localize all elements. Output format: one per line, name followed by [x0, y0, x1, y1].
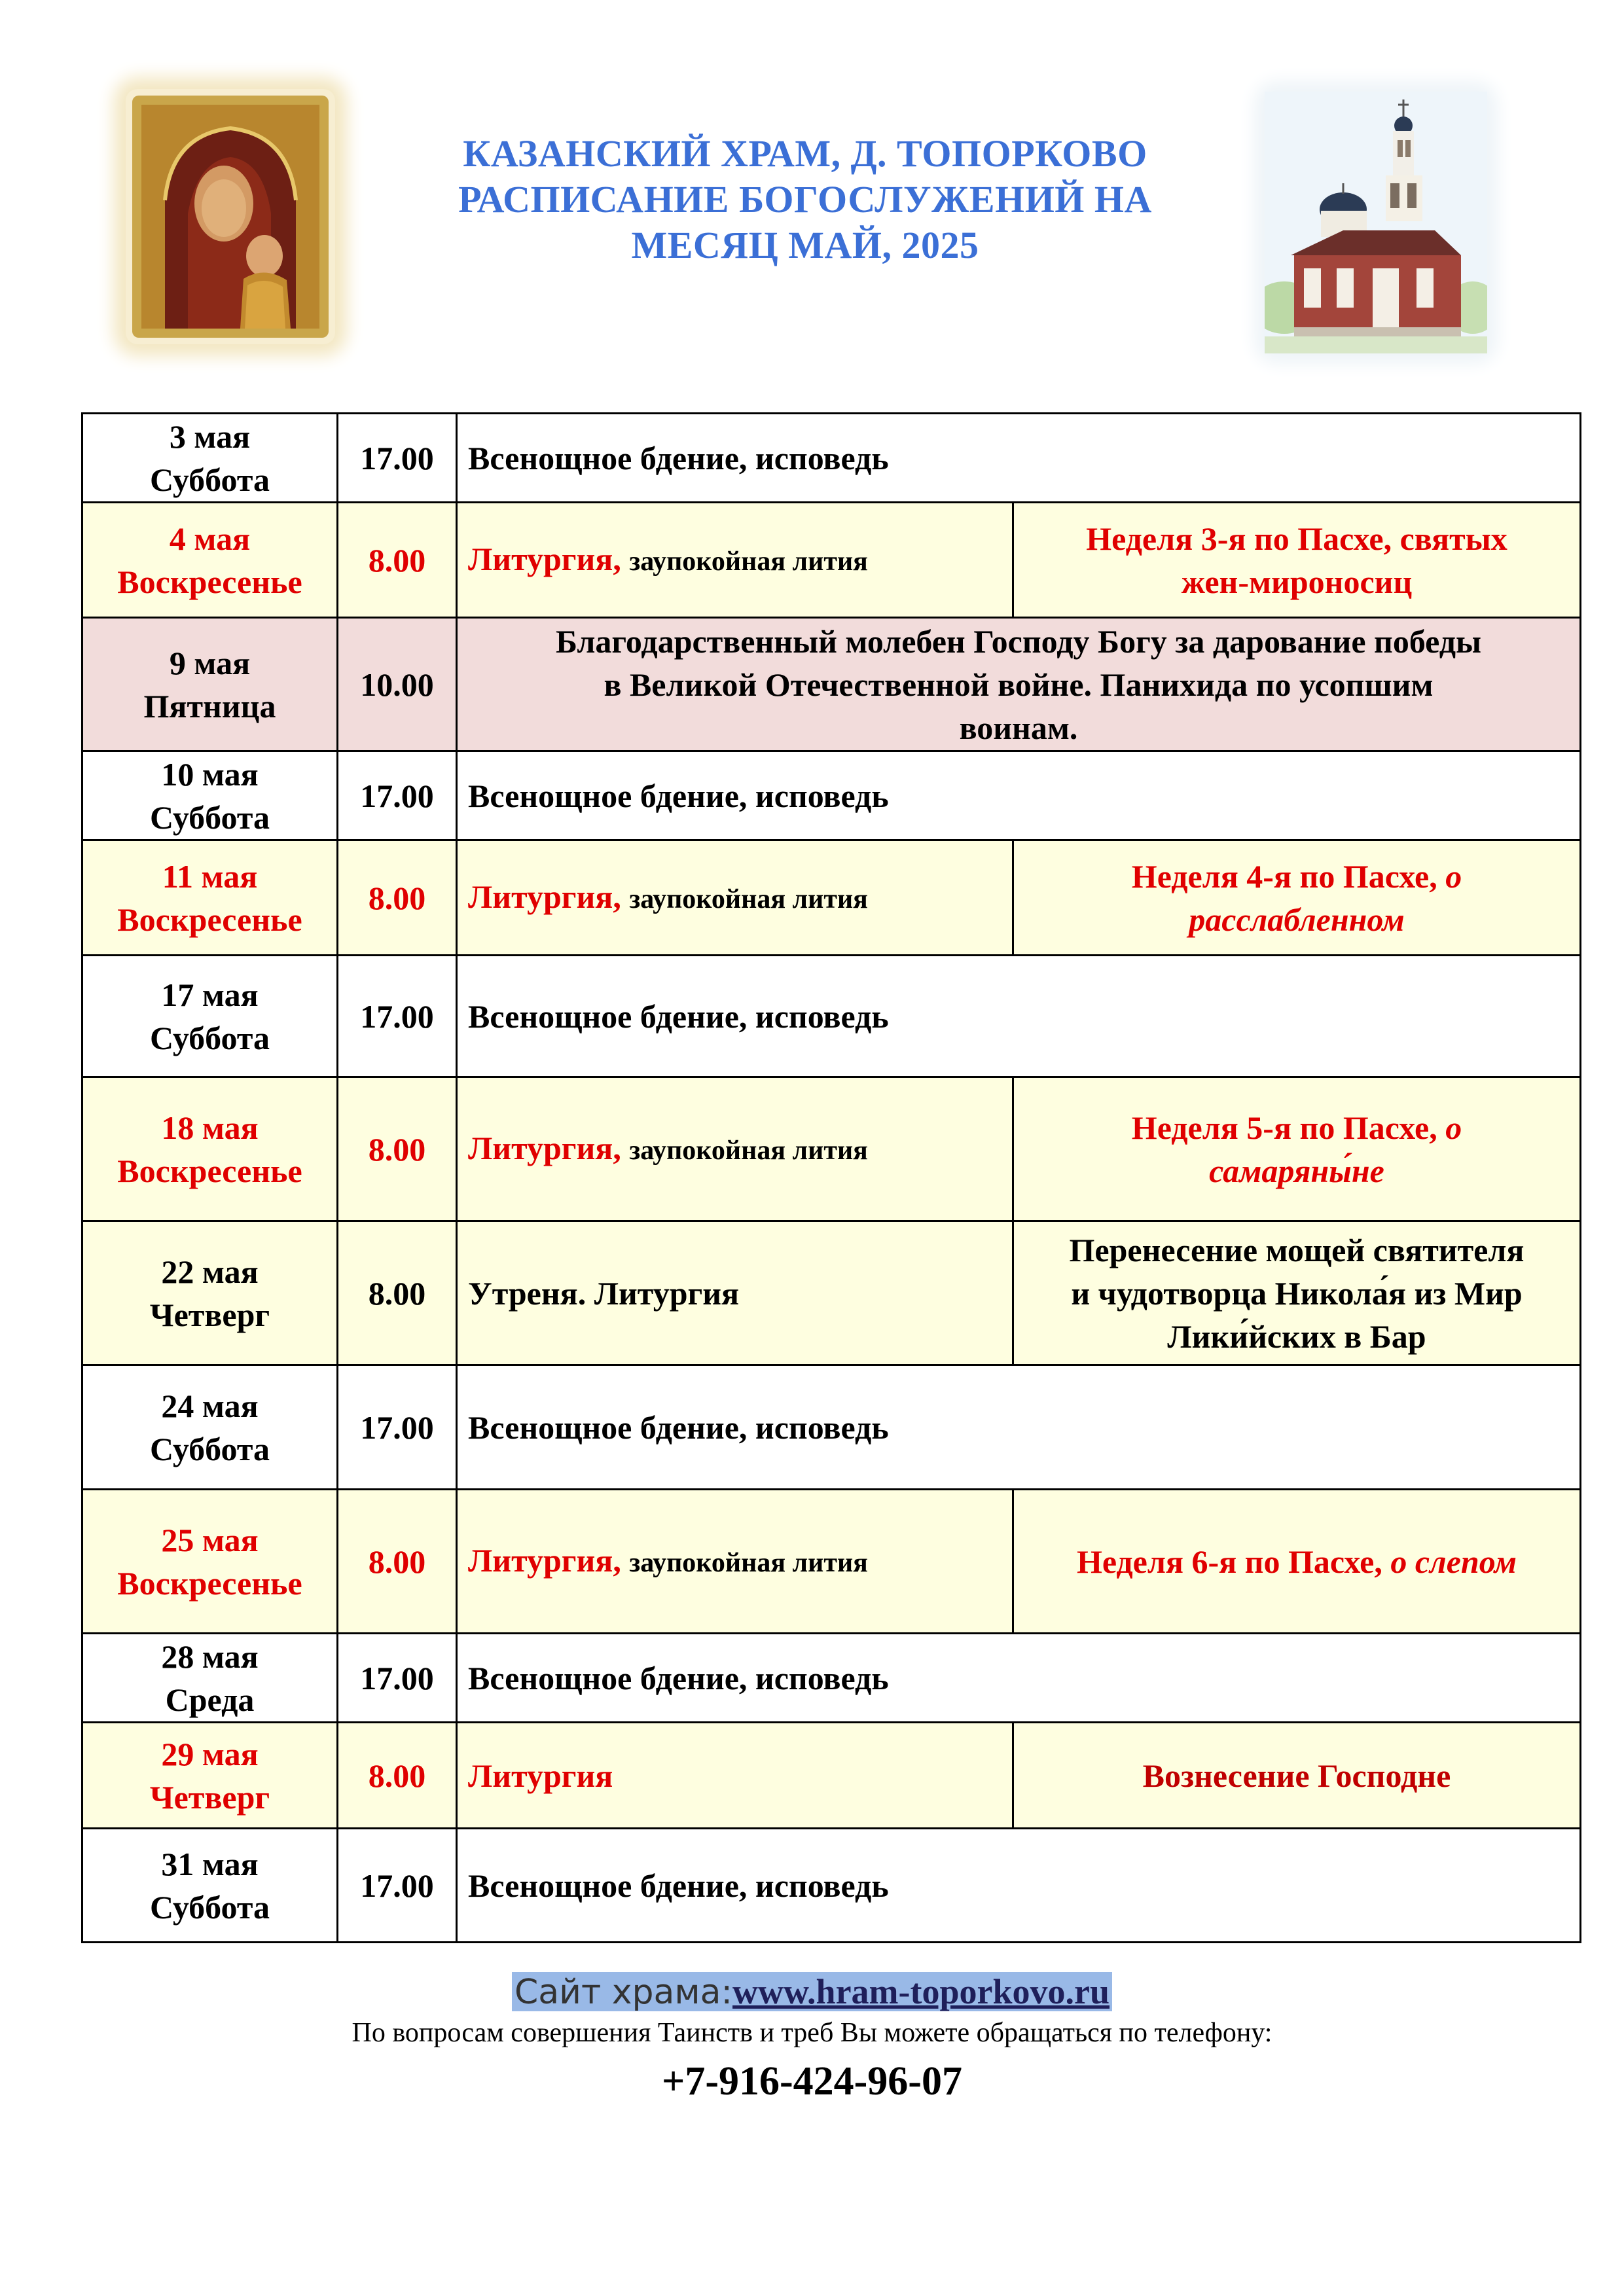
date: 9 мая [169, 644, 251, 681]
table-row [82, 1634, 1581, 1723]
time-cell: 17.00 [338, 751, 457, 840]
feast-italic: о [1445, 857, 1462, 895]
service-main: Литургия, [468, 878, 621, 915]
feast-line [1024, 855, 1569, 898]
date: 31 мая [161, 1845, 259, 1882]
time-cell: 17.00 [338, 414, 457, 503]
feast-cell [1013, 503, 1581, 618]
time-cell: 8.00 [338, 1077, 457, 1221]
page-title [367, 131, 1244, 268]
feast-cell [1013, 1077, 1581, 1221]
service-cell: Всенощное бдение, исповедь [457, 1634, 1581, 1723]
date-cell [82, 1221, 338, 1365]
contact-note: По вопросам совершения Таинств и треб Вы можете обращаться по телефону: [352, 2018, 1272, 2048]
table-row [82, 751, 1581, 840]
time-cell: 17.00 [338, 1365, 457, 1490]
time-cell: 17.00 [338, 1634, 457, 1723]
weekday: Суббота [149, 798, 270, 836]
feast-line: расслабленном [1189, 901, 1405, 938]
site-line [0, 1969, 1624, 2015]
feast-cell [1013, 840, 1581, 956]
table-row [82, 956, 1581, 1077]
weekday: Суббота [149, 1430, 270, 1467]
site-label: Сайт храма: [514, 1973, 733, 2012]
weekday: Воскресенье [117, 563, 302, 600]
weekday: Воскресенье [117, 1564, 302, 1602]
time-cell: 17.00 [338, 1829, 457, 1943]
feast-line: Неделя 3-я по Пасхе, святых [1086, 520, 1507, 557]
church-image [1265, 92, 1487, 353]
service-cell: Всенощное бдение, исповедь [457, 956, 1581, 1077]
kazan-icon-graphic [126, 89, 335, 344]
table-row [82, 1221, 1581, 1365]
date: 22 мая [161, 1253, 259, 1290]
weekday: Четверг [149, 1296, 270, 1333]
time-cell: 8.00 [338, 1723, 457, 1829]
feast-cell [1013, 1221, 1581, 1365]
time-cell: 8.00 [338, 1221, 457, 1365]
date-cell [82, 1365, 338, 1490]
service-main: Литургия, [468, 1541, 621, 1579]
date-cell [82, 1077, 338, 1221]
feast-line: и чудотворца Никола́я из Мир [1071, 1274, 1523, 1312]
weekday: Среда [165, 1681, 255, 1718]
time-cell: 8.00 [338, 840, 457, 956]
feast-prefix: Неделя 4-я по Пасхе, [1131, 857, 1437, 895]
date: 3 мая [169, 418, 251, 455]
date-cell [82, 840, 338, 956]
service-cell: Всенощное бдение, исповедь [457, 1365, 1581, 1490]
service-main: Литургия, [468, 1129, 621, 1166]
time-cell: 17.00 [338, 956, 457, 1077]
table-row [82, 1723, 1581, 1829]
date-cell [82, 1723, 338, 1829]
title-line: МЕСЯЦ МАЙ, 2025 [631, 224, 979, 266]
kazan-icon-image [126, 89, 335, 344]
title-line: КАЗАНСКИЙ ХРАМ, Д. ТОПОРКОВО [463, 132, 1147, 175]
weekday: Четверг [149, 1778, 270, 1816]
table-row [82, 1365, 1581, 1490]
site-highlight [512, 1972, 1112, 2011]
feast-prefix: Неделя 5-я по Пасхе, [1131, 1109, 1437, 1146]
time-cell: 8.00 [338, 1490, 457, 1634]
table-row [82, 1829, 1581, 1943]
table-row [82, 1490, 1581, 1634]
site-link[interactable]: www.hram-toporkovo.ru [732, 1972, 1110, 2011]
date-cell [82, 1829, 338, 1943]
weekday: Суббота [149, 1019, 270, 1056]
title-line: РАСПИСАНИЕ БОГОСЛУЖЕНИЙ НА [458, 178, 1152, 221]
service-main: Литургия, [468, 540, 621, 577]
date-cell [82, 618, 338, 751]
service-line: воинам. [959, 709, 1078, 746]
date-cell [82, 751, 338, 840]
service-cell [457, 503, 1013, 618]
table-row [82, 618, 1581, 751]
time-cell: 10.00 [338, 618, 457, 751]
date: 11 мая [162, 857, 258, 895]
service-extra: заупокойная лития [629, 1547, 868, 1578]
feast-line: жен-мироносиц [1181, 563, 1413, 600]
weekday: Воскресенье [117, 901, 302, 938]
date-cell [82, 1634, 338, 1723]
church-graphic [1265, 92, 1487, 353]
schedule-table [81, 412, 1581, 1943]
table-row [82, 414, 1581, 503]
service-cell: Всенощное бдение, исповедь [457, 1829, 1581, 1943]
table-row [82, 503, 1581, 618]
service-cell: Всенощное бдение, исповедь [457, 414, 1581, 503]
date: 29 мая [161, 1735, 259, 1772]
date-cell [82, 503, 338, 618]
service-cell: Всенощное бдение, исповедь [457, 751, 1581, 840]
service-line: в Великой Отечественной войне. Панихида по усопшим [604, 666, 1434, 703]
service-line: Благодарственный молебен Господу Богу за дарование победы [555, 622, 1482, 660]
feast-line: Перенесение мощей святителя [1069, 1231, 1525, 1268]
date: 10 мая [161, 755, 259, 793]
service-cell: Утреня. Литургия [457, 1221, 1013, 1365]
feast-cell: Вознесение Господне [1013, 1723, 1581, 1829]
table-row [82, 1077, 1581, 1221]
date: 17 мая [161, 976, 259, 1013]
date-cell [82, 414, 338, 503]
feast-line: Лики́йских в Бар [1167, 1318, 1426, 1355]
date: 24 мая [161, 1387, 259, 1424]
service-extra: заупокойная лития [629, 1135, 868, 1166]
date: 25 мая [161, 1521, 259, 1558]
weekday: Пятница [143, 687, 276, 725]
date: 28 мая [161, 1638, 259, 1675]
table-row [82, 840, 1581, 956]
service-cell [457, 1490, 1013, 1634]
contact-phone[interactable]: +7-916-424-96-07 [662, 2059, 962, 2104]
feast-prefix: Неделя 6-я по Пасхе, [1076, 1543, 1382, 1580]
feast-line: самаряны́не [1209, 1152, 1384, 1189]
feast-line [1024, 1106, 1569, 1149]
feast-italic: о слепом [1390, 1543, 1517, 1580]
date-cell [82, 1490, 338, 1634]
weekday: Суббота [149, 1888, 270, 1926]
service-cell [457, 1077, 1013, 1221]
date-cell [82, 956, 338, 1077]
feast-cell [1013, 1490, 1581, 1634]
weekday: Суббота [149, 461, 270, 498]
feast-italic: о [1445, 1109, 1462, 1146]
date: 18 мая [161, 1109, 259, 1146]
service-extra: заупокойная лития [629, 546, 868, 577]
service-extra: заупокойная лития [629, 884, 868, 914]
time-cell: 8.00 [338, 503, 457, 618]
weekday: Воскресенье [117, 1152, 302, 1189]
service-cell [457, 618, 1581, 751]
service-cell [457, 840, 1013, 956]
service-cell: Литургия [457, 1723, 1013, 1829]
date: 4 мая [169, 520, 251, 557]
